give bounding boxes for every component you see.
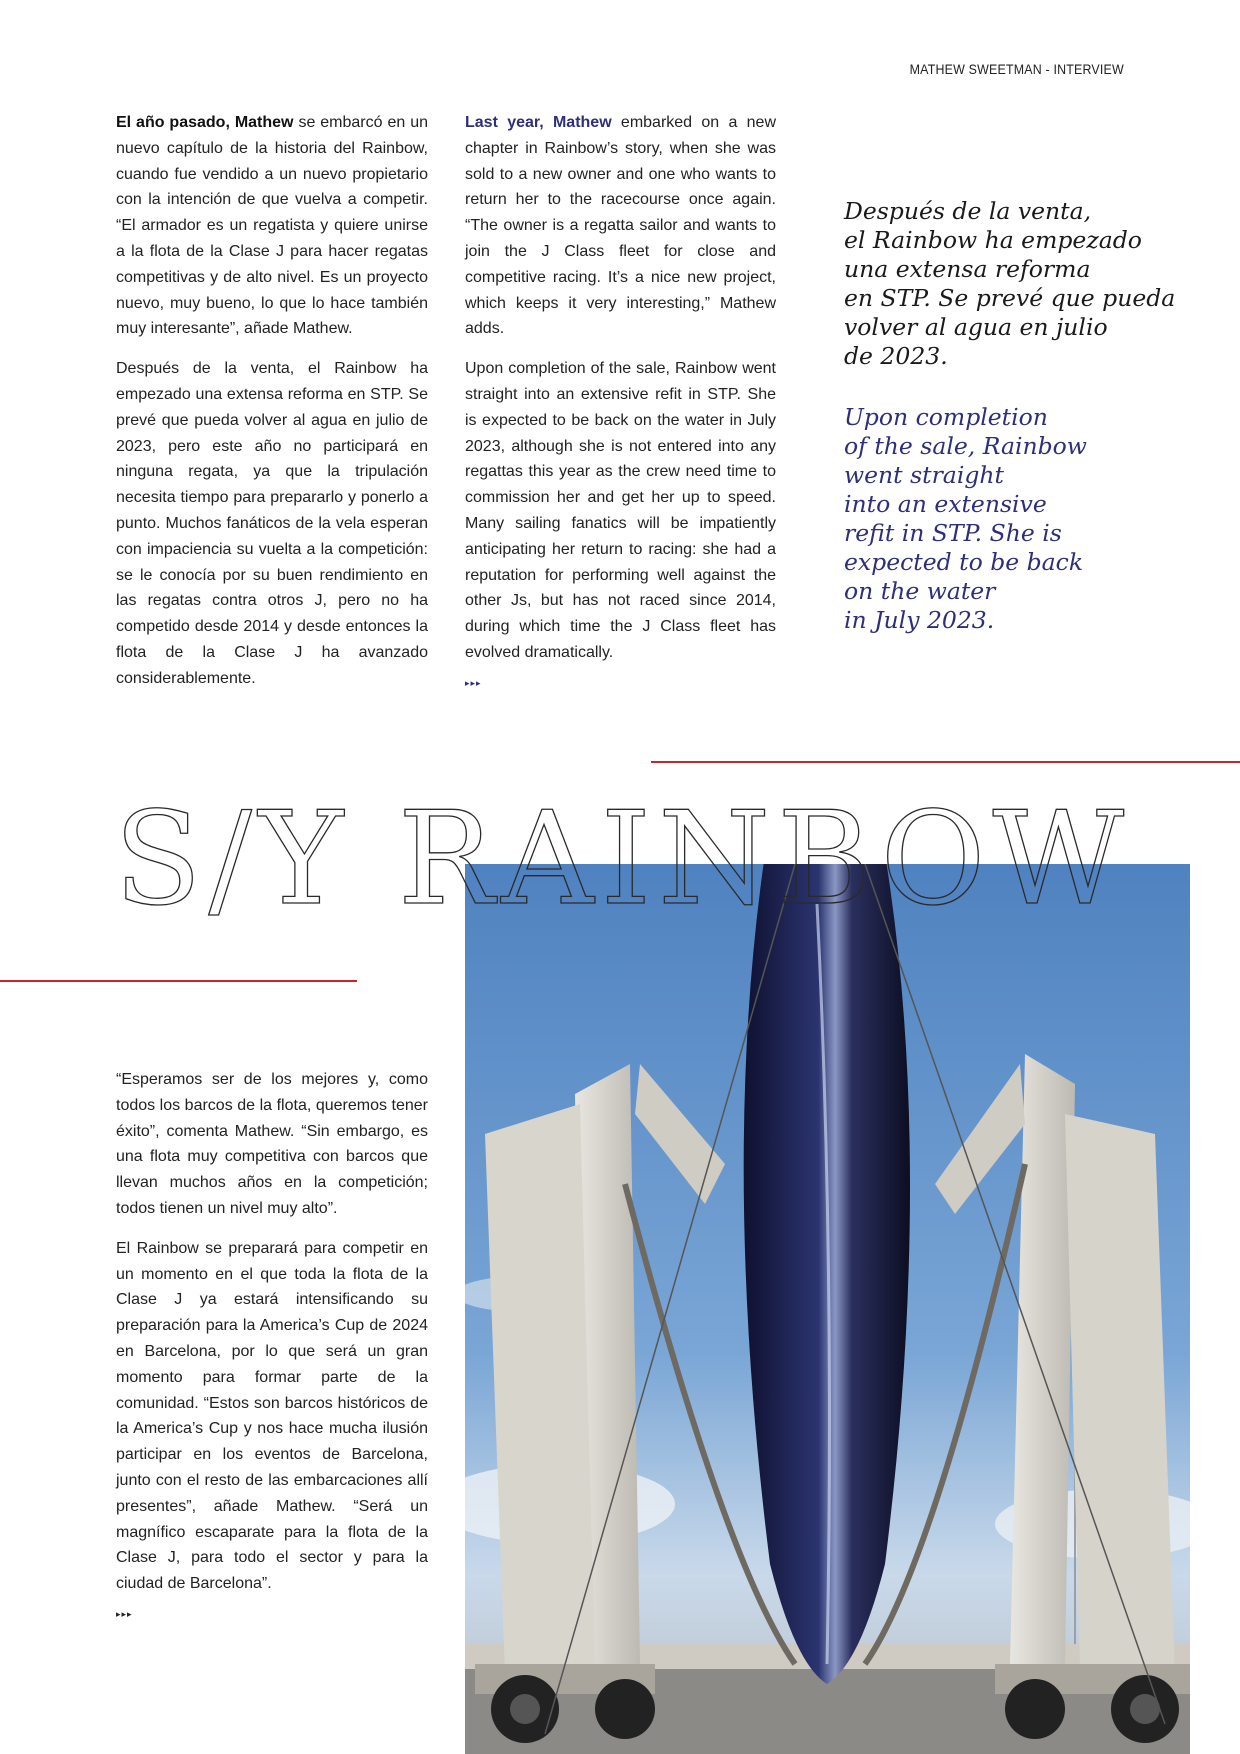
pullquote-line: on the water [844, 577, 996, 605]
pullquote-line: Upon completion [844, 403, 1048, 431]
pullquote-line: in July 2023. [844, 606, 995, 634]
paragraph: Upon completion of the sale, Rainbow went straight into an extensive refit in STP. She is expected to be back on the water in July 2023, although she is not entered into any regattas this year as the crew need time to commission her and get her up to speed. Many sailing fanatics will be impatiently anticipating her return to racing: she had a reputation for performing well against the other Js, but has not raced since 2014, during which time the J Class fleet has evolved dramatically. [465, 360, 776, 661]
page-title: S/Y RAINBOW [114, 785, 1124, 934]
english-column-top [465, 110, 776, 690]
spanish-column-top [116, 110, 428, 706]
pullquote-english [844, 403, 1154, 635]
paragraph: El Rainbow se preparará para competir en un momento en el que toda la flota de la Clase J ya estará intensificando su preparación para la America’s Cup de 2024 en Barcelona, por lo que será un gran momento para formar parte de la comunidad. “Estos son barcos históricos de la America’s Cup y nos hace mucha ilusión participar en los eventos de Barcelona, junto con el resto de las embarcaciones allí presentes”, añade Mathew. “Será un magnífico escaparate para la flota de la Clase J, para todo el sector y para la ciudad de Barcelona”. [116, 1239, 428, 1593]
pullquote-line: de 2023. [844, 342, 948, 370]
title-outline [0, 770, 1240, 934]
red-divider-rule [0, 980, 357, 982]
pullquote-spanish [844, 197, 1176, 371]
continue-arrows-icon: ▸▸▸ [116, 1608, 133, 1619]
pullquote-line: en STP. Se prevé que pueda [844, 284, 1176, 312]
red-divider-rule [651, 761, 1240, 763]
pullquote-line: went straight [844, 461, 1004, 489]
pullquote-line: refit in STP. She is [844, 519, 1062, 547]
yacht-photo [465, 864, 1190, 1754]
pullquote-line: of the sale, Rainbow [844, 432, 1087, 460]
pullquote-line: una extensa reforma [844, 255, 1091, 283]
yacht-in-travel-lift-icon [465, 864, 1190, 1754]
paragraph [116, 110, 428, 342]
pullquote-line: expected to be back [844, 548, 1084, 576]
paragraph-text: se embarcó en un nuevo capítulo de la historia del Rainbow, cuando fue vendido a un nuevo propietario con la intención de que vuelva a competir. “El armador es un regatista y quiere unirse a la flota de la Clase J para hacer regatas competitivas y de alto nivel. Es un proyecto nuevo, muy bueno, lo que lo hace también muy interesante”, añade Mathew. [116, 114, 429, 338]
lead-in: Last year, Mathew [465, 114, 612, 131]
pullquote-line: Después de la venta, [844, 197, 1092, 225]
pullquote-line: volver al agua en julio [844, 313, 1108, 341]
paragraph: Después de la venta, el Rainbow ha empezado una extensa reforma en STP. Se prevé que pueda volver al agua en julio de 2023, pero este año no participará en ninguna regata, ya que la tripulación necesita tiempo para prepararlo y ponerlo a punto. Muchos fanáticos de la vela esperan con impaciencia su vuelta a la competición: se le conocía por su buen rendimiento en las regatas contra otros J, pero no ha competido desde 2014 y desde entonces la flota de la Clase J ha avanzado considerablemente. [116, 360, 428, 687]
running-header: MATHEW SWEETMAN - INTERVIEW [909, 62, 1124, 77]
lead-in: El año pasado, Mathew [116, 114, 294, 131]
paragraph [465, 110, 776, 342]
spanish-column-bottom [116, 1067, 428, 1621]
paragraph-text: embarked on a new chapter in Rainbow’s story, when she was sold to a new owner and one who wants to return her to the racecourse once again. “The owner is a regatta sailor and wants to join the J Class fleet for close and competitive racing. It’s a nice new project, which keeps it very interesting,” Mathew adds. [465, 114, 776, 338]
pullquote-line: into an extensive [844, 490, 1047, 518]
continue-arrows-icon: ▸▸▸ [465, 677, 482, 688]
paragraph: “Esperamos ser de los mejores y, como todos los barcos de la flota, queremos tener éxito”, comenta Mathew. “Sin embargo, es una flota muy competitiva con barcos que llevan muchos años en la competición; todos tienen un nivel muy alto”. [116, 1071, 428, 1217]
pullquote-line: el Rainbow ha empezado [844, 226, 1142, 254]
